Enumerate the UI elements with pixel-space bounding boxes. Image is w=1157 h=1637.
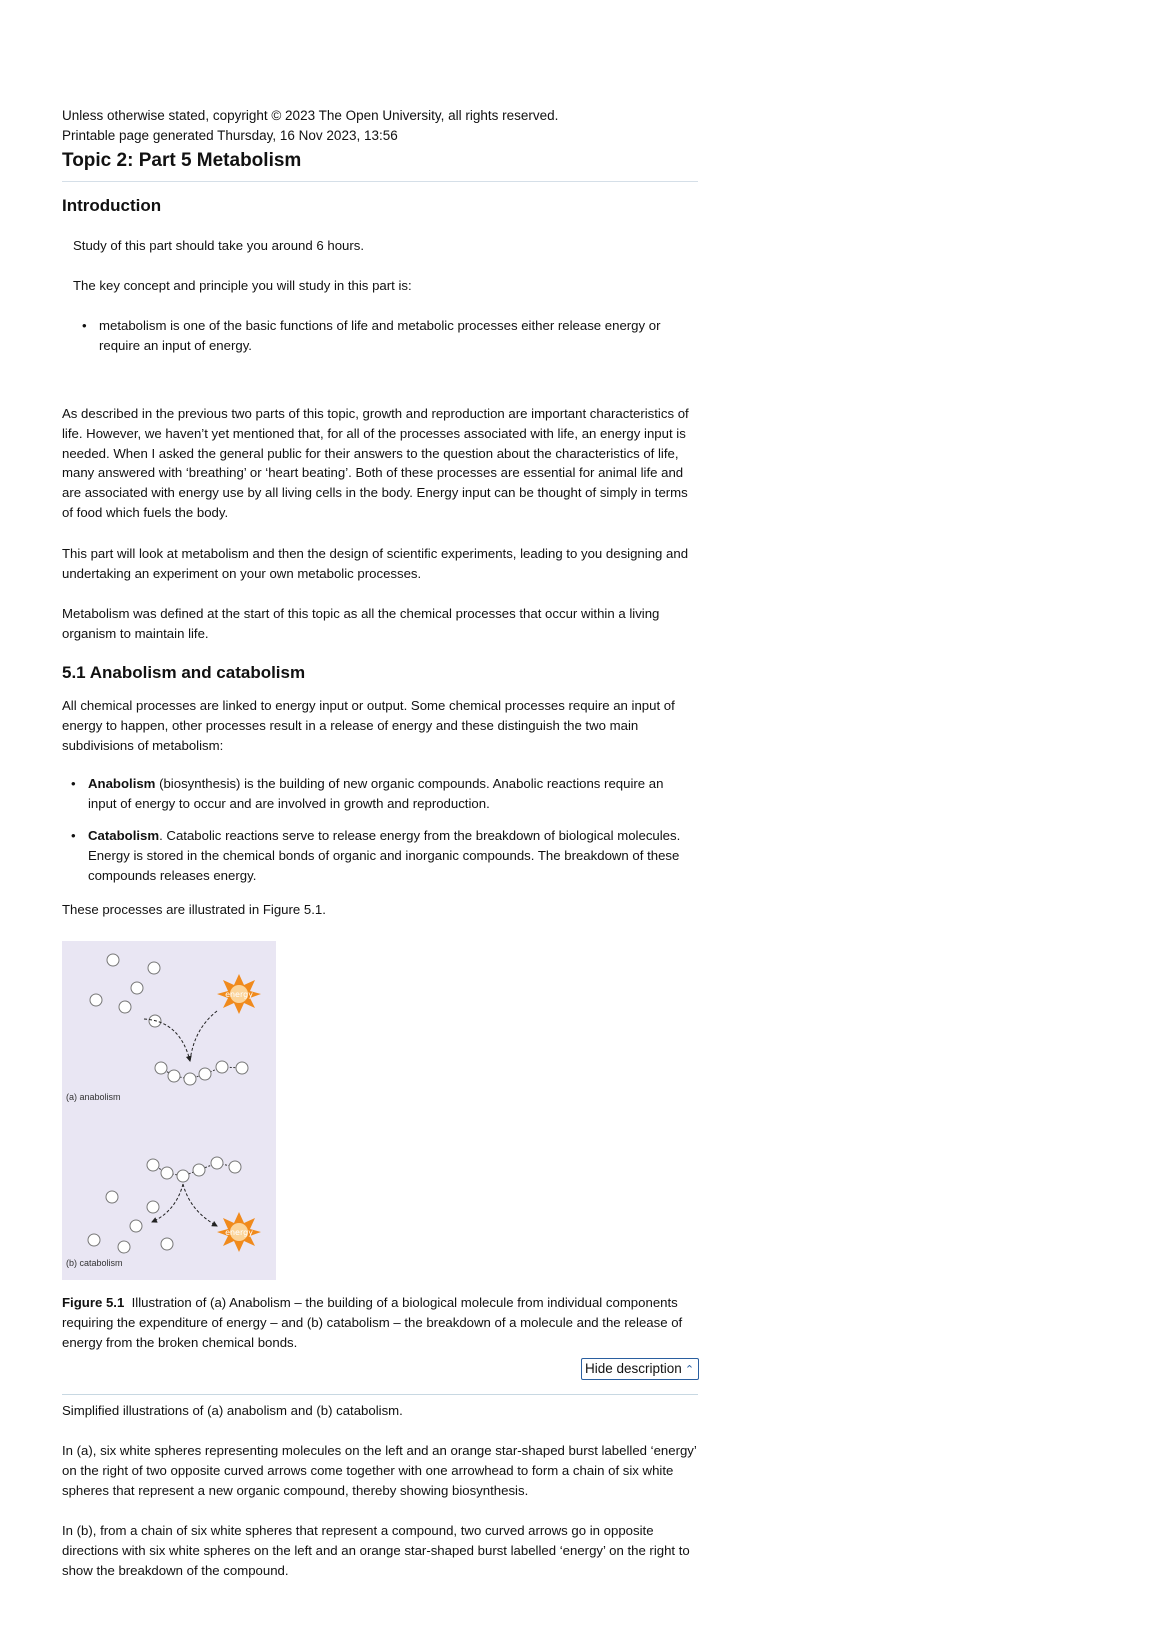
- list-item: [71, 774, 694, 814]
- bullet-icon: •: [82, 318, 87, 333]
- caption-text: Illustration of (a) Anabolism – the building of a biological molecule from individual components requiring the expenditure of energy – and (b) catabolism – the breakdown of a molecule and the release of energy from the broken chemical bonds.: [62, 1295, 683, 1350]
- generated-timestamp: Printable page generated Thursday, 16 Nov 2023, 13:56: [62, 127, 398, 143]
- bullet-term: Anabolism: [88, 776, 156, 791]
- bullet-text: . Catabolic reactions serve to release energy from the breakdown of biological molecules. Energy is stored in the chemical bonds of organic and inorganic compounds. The breakdown of these compounds releases energy.: [88, 828, 681, 883]
- list-item: [71, 826, 694, 885]
- free-molecules-a: [90, 954, 161, 1027]
- arrow-icon: [183, 1184, 217, 1226]
- chevron-up-icon: ⌃: [684, 1364, 695, 1376]
- key-concept: The key concept and principle you will study in this part is:: [73, 278, 412, 293]
- energy-burst-icon: [217, 1212, 261, 1252]
- metabolism-diagram: [62, 941, 276, 1280]
- energy-label: energy: [225, 1228, 253, 1237]
- hide-description-button[interactable]: [581, 1358, 699, 1380]
- bullet-icon: •: [71, 828, 76, 843]
- molecule-chain-b: [147, 1157, 241, 1182]
- description-paragraph: Simplified illustrations of (a) anabolism and (b) catabolism.: [62, 1403, 403, 1418]
- bullet-text: (biosynthesis) is the building of new organic compounds. Anabolic reactions require an input of energy to occur and are involved in growth and reproduction.: [88, 776, 664, 811]
- section-heading: 5.1 Anabolism and catabolism: [62, 663, 306, 682]
- list-item: [82, 316, 679, 356]
- page-meta: [62, 106, 558, 145]
- label-anabolism: (a) anabolism: [66, 1092, 121, 1102]
- title-divider: [62, 181, 698, 182]
- bullet-icon: •: [71, 776, 76, 791]
- free-molecules-b: [88, 1191, 173, 1253]
- molecule-chain-a: [155, 1061, 248, 1085]
- energy-label: energy: [225, 990, 253, 999]
- caption-label: Figure 5.1: [62, 1295, 125, 1310]
- description-paragraph: In (b), from a chain of six white spheres that represent a compound, two curved arrows go in opposite directions with six white spheres on the left and an orange star-shaped burst labelled ‘energy’ on the right to show the breakdown of the compound.: [62, 1523, 690, 1578]
- description-paragraph: In (a), six white spheres representing molecules on the left and an orange star-shaped burst labelled ‘energy’ on the right of two opposite curved arrows come together with one arrowhead to form a chain of six white spheres that represent a new organic compound, thereby showing biosynthesis.: [62, 1443, 697, 1498]
- section-intro: All chemical processes are linked to energy input or output. Some chemical processes require an input of energy to happen, other processes result in a release of energy and these distinguish the two main subdivisions of metabolism:: [62, 698, 675, 753]
- bullet-term: Catabolism: [88, 828, 160, 843]
- label-catabolism: (b) catabolism: [66, 1258, 123, 1268]
- figure-caption: [62, 1293, 698, 1352]
- page-title: Topic 2: Part 5 Metabolism: [62, 150, 302, 171]
- figure-reference: These processes are illustrated in Figure 5.1.: [62, 902, 326, 917]
- arrow-icon: [190, 1011, 217, 1061]
- introduction-heading: Introduction: [62, 196, 162, 215]
- copyright-notice: Unless otherwise stated, copyright © 2023 The Open University, all rights reserved.: [62, 108, 559, 123]
- paragraph: Metabolism was defined at the start of this topic as all the chemical processes that occur within a living organism to maintain life.: [62, 606, 660, 641]
- paragraph: As described in the previous two parts of this topic, growth and reproduction are important characteristics of life. However, we haven’t yet mentioned that, for all of the processes associated with life, an energy input is needed. When I asked the general public for their answers to the question about the characteristics of life, many answered with ‘breathing’ or ‘heart beating’. Both of these processes are essential for animal life and are associated with energy use by all living cells in the body. Energy input can be thought of simply in terms of food which fuels the body.: [62, 406, 689, 520]
- description-divider: [62, 1394, 698, 1395]
- hide-description-label: Hide description: [585, 1361, 682, 1376]
- figure-illustration: [62, 941, 276, 1280]
- key-concept-bullet: metabolism is one of the basic functions of life and metabolic processes either release energy or require an input of energy.: [99, 318, 661, 353]
- paragraph: This part will look at metabolism and then the design of scientific experiments, leading to you designing and undertaking an experiment on your own metabolic processes.: [62, 546, 689, 581]
- energy-burst-icon: [217, 974, 261, 1014]
- study-time: Study of this part should take you around 6 hours.: [73, 238, 365, 253]
